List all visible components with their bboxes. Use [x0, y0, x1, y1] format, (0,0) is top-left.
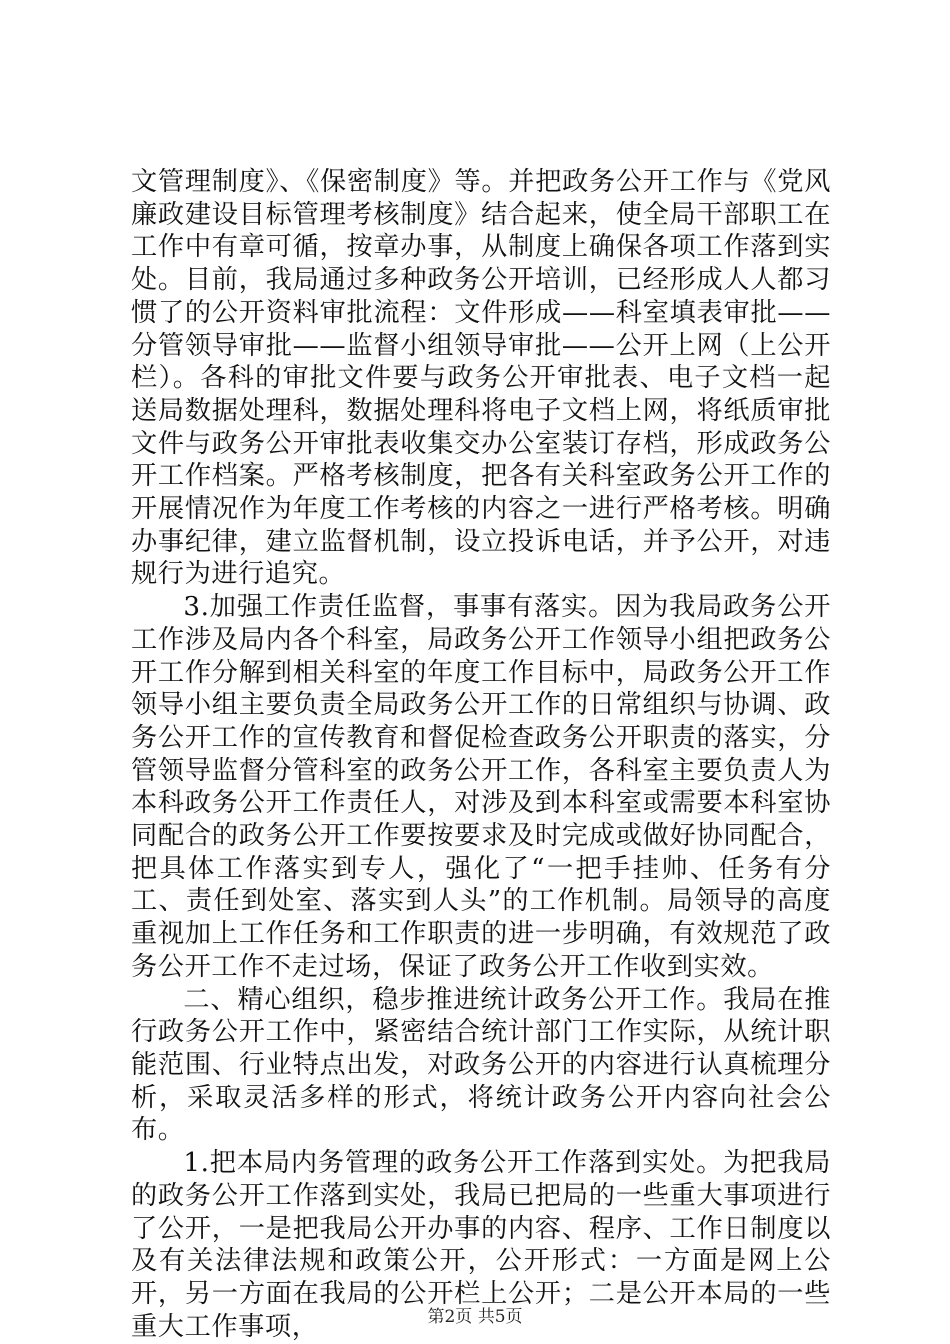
paragraph-regulations: 文管理制度》、《保密制度》等。并把政务公开工作与《党风廉政建设目标管理考核制度》结合起来，使全局干部职工在工作中有章可循，按章办事，从制度上确保各项工作落到实处。目前，我局通过多种政务公开培训，已经形成人人都习惯了的公开资料审批流程：文件形成——科室填表审批——分管领导审批——监督小组领导审批——公开上网（上公开栏）。各科的审批文件要与政务公开审批表、电子文档一起送局数据处理科，数据处理科将电子文档上网，将纸质审批文件与政务公开审批表收集交办公室装订存档，形成政务公开工作档案。严格考核制度，把各有关科室政务公开工作的开展情况作为年度工作考核的内容之一进行严格考核。明确办事纪律，建立监督机制，设立投诉电话，并予公开，对违规行为进行追究。: [131, 167, 831, 590]
page-number-footer: 第2页 共5页: [427, 1307, 523, 1327]
paragraph-section-two-heading: 二、精心组织，稳步推进统计政务公开工作。我局在推行政务公开工作中，紧密结合统计部门工作实际，从统计职能范围、行业特点出发，对政务公开的内容进行认真梳理分析，采取灵活多样的形式，将统计政务公开内容向社会公布。: [131, 984, 831, 1146]
paragraph-internal-affairs: 1.把本局内务管理的政务公开工作落到实处。为把我局的政务公开工作落到实处，我局已把局的一些重大事项进行了公开，一是把我局公开办事的内容、程序、工作日制度以及有关法律法规和政策公开，公开形式：一方面是网上公开，另一方面在我局的公开栏上公开；二是公开本局的一些重大工作事项，: [131, 1148, 831, 1342]
document-body: [131, 166, 831, 1343]
paragraph-responsibility-supervision: 3.加强工作责任监督，事事有落实。因为我局政务公开工作涉及局内各个科室，局政务公开工作领导小组把政务公开工作分解到相关科室的年度工作目标中，局政务公开工作领导小组主要负责全局政务公开工作的日常组织与协调、政务公开工作的宣传教育和督促检查政务公开职责的落实，分管领导监督分管科室的政务公开工作，各科室主要负责人为本科政务公开工作责任人，对涉及到本科室或需要本科室协同配合的政务公开工作要按要求及时完成或做好协同配合，把具体工作落实到专人，强化了“一把手挂帅、任务有分工、责任到处室、落实到人头”的工作机制。局领导的高度重视加上工作任务和工作职责的进一步明确，有效规范了政务公开工作不走过场，保证了政务公开工作收到实效。: [131, 592, 831, 982]
